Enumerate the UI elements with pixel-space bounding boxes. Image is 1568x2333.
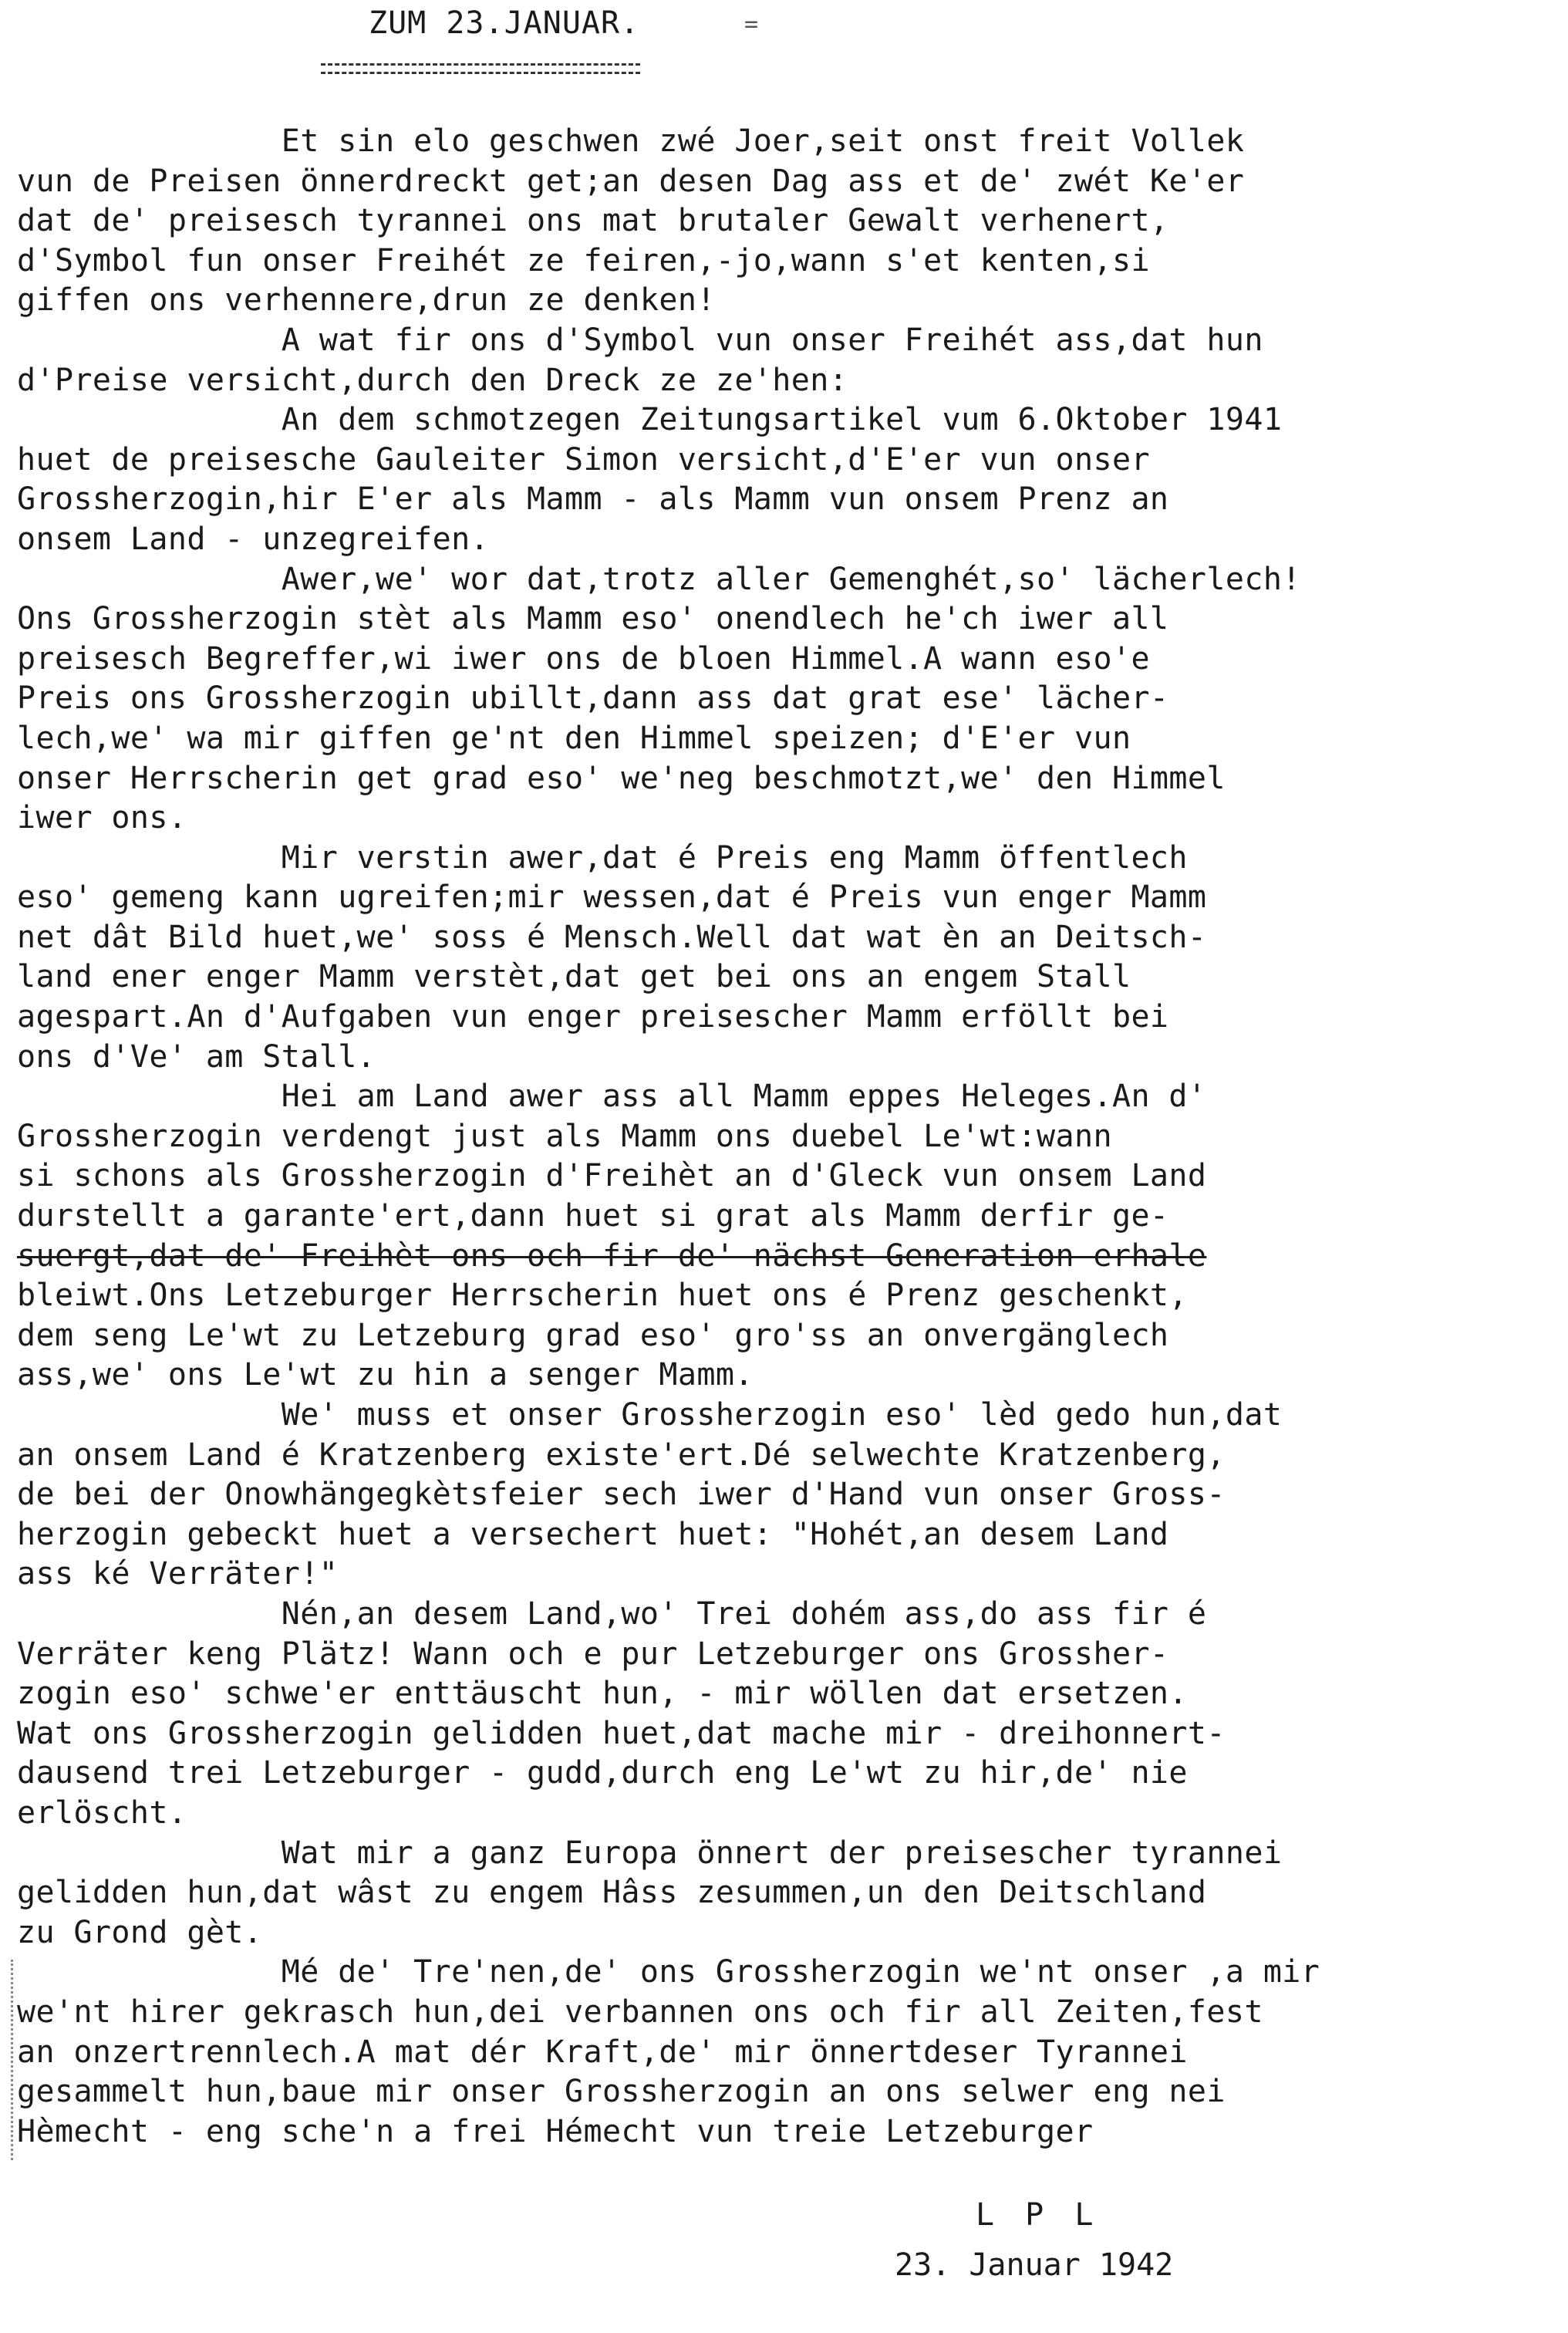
text-line: eso' gemeng kann ugreifen;mir wessen,dat é Preis vun enger Mamm <box>17 880 1207 916</box>
text-line: Preis ons Grossherzogin ubillt,dann ass dat grat ese' lächer- <box>17 680 1169 717</box>
signature-initials: L P L <box>976 2197 1100 2233</box>
text-line: ass ké Verräter!" <box>17 1556 339 1592</box>
text-line: dausend trei Letzeburger - gudd,durch eng Le'wt zu hir,de' nie <box>17 1755 1188 1791</box>
text-line: de bei der Onowhängegkètsfeier sech iwer d'Hand vun onser Gross- <box>17 1477 1226 1513</box>
text-line: zogin eso' schwe'er enttäuscht hun, - mir wöllen dat ersetzen. <box>17 1676 1188 1712</box>
text-line: Hei am Land awer ass all Mamm eppes Heleges.An d' <box>17 1079 1207 1115</box>
text-line: dem seng Le'wt zu Letzeburg grad eso' gro'ss an onvergänglech <box>17 1317 1169 1353</box>
text-line: giffen ons verhennere,drun ze denken! <box>17 282 716 319</box>
text-line: An dem schmotzegen Zeitungsartikel vum 6.Oktober 1941 <box>17 402 1283 438</box>
text-line: bleiwt.Ons Letzeburger Herrscherin huet ons é Prenz geschenkt, <box>17 1278 1188 1314</box>
text-line: Wat mir a ganz Europa önnert der preisescher tyrannei <box>17 1835 1283 1871</box>
text-line: Mé de' Tre'nen,de' ons Grossherzogin we'nt onser ,a mir <box>17 1954 1320 1990</box>
text-line: net dât Bild huet,we' soss é Mensch.Well dat wat èn an Deitsch- <box>17 919 1207 955</box>
text-line: Et sin elo geschwen zwé Joer,seit onst freit Vollek <box>17 123 1245 159</box>
text-line: durstellt a garante'ert,dann huet si grat als Mamm derfir ge- <box>17 1198 1169 1234</box>
text-line: erlöscht. <box>17 1794 187 1831</box>
text-line: we'nt hirer gekrasch hun,dei verbannen ons och fir all Zeiten,fest <box>17 1994 1263 2030</box>
text-line: Verräter keng Plätz! Wann och e pur Letzeburger ons Grossher- <box>17 1636 1169 1672</box>
text-line: zu Grond gèt. <box>17 1914 263 1950</box>
text-line: Wat ons Grossherzogin gelidden huet,dat mache mir - dreihonnert- <box>17 1715 1226 1751</box>
text-line: agespart.An d'Aufgaben vun enger preisescher Mamm erföllt bei <box>17 999 1169 1035</box>
text-line: Ons Grossherzogin stèt als Mamm eso' onendlech he'ch iwer all <box>17 601 1169 637</box>
title-mark: = <box>744 11 759 38</box>
title-underline <box>321 63 640 74</box>
text-line: land ener enger Mamm verstèt,dat get bei ons an engem Stall <box>17 959 1131 995</box>
body-text <box>17 122 1552 2152</box>
text-line: Grossherzogin verdengt just als Mamm ons duebel Le'wt:wann <box>17 1118 1112 1154</box>
text-line: preisesch Begreffer,wi iwer ons de bloen Himmel.A wann eso'e <box>17 640 1150 677</box>
text-line: dat de' preisesch tyrannei ons mat brutaler Gewalt verhenert, <box>17 203 1169 239</box>
text-line: Mir verstin awer,dat é Preis eng Mamm öffentlech <box>17 839 1188 876</box>
text-line: Awer,we' wor dat,trotz aller Gemenghét,so' lächerlech! <box>17 561 1301 597</box>
text-line: We' muss et onser Grossherzogin eso' lèd gedo hun,dat <box>17 1397 1283 1433</box>
text-line: huet de preisesche Gauleiter Simon versicht,d'E'er vun onser <box>17 441 1150 478</box>
signature-date: 23. Januar 1942 <box>895 2247 1174 2283</box>
text-line: Nén,an desem Land,wo' Trei dohém ass,do ass fir é <box>17 1595 1207 1632</box>
text-line: suergt,dat de' Freihèt ons och fir de' nächst Generation erhale <box>17 1237 1207 1274</box>
text-line: gesammelt hun,baue mir onser Grossherzogin an ons selwer eng nei <box>17 2074 1226 2110</box>
text-line: an onsem Land é Kratzenberg existe'ert.Dé selwechte Kratzenberg, <box>17 1437 1226 1473</box>
text-line: lech,we' wa mir giffen ge'nt den Himmel speizen; d'E'er vun <box>17 720 1131 756</box>
text-line: d'Symbol fun onser Freihét ze feiren,-jo,wann s'et kenten,si <box>17 242 1150 279</box>
text-line: ons d'Ve' am Stall. <box>17 1038 376 1075</box>
text-line: d'Preise versicht,durch den Dreck ze ze'hen: <box>17 362 848 398</box>
text-line: gelidden hun,dat wâst zu engem Hâss zesummen,un den Deitschland <box>17 1875 1207 1911</box>
text-line: Grossherzogin,hir E'er als Mamm - als Mamm vun onsem Prenz an <box>17 481 1169 518</box>
text-line: vun de Preisen önnerdreckt get;an desen Dag ass et de' zwét Ke'er <box>17 163 1245 199</box>
margin-mark <box>11 1960 16 2160</box>
text-line: si schons als Grossherzogin d'Freihèt an d'Gleck vun onsem Land <box>17 1158 1207 1194</box>
document-title: ZUM 23.JANUAR. <box>369 5 640 41</box>
text-line: A wat fir ons d'Symbol vun onser Freihét ass,dat hun <box>17 322 1263 358</box>
text-line: Hèmecht - eng sche'n a frei Hémecht vun treie Letzeburger <box>17 2113 1094 2149</box>
text-line: iwer ons. <box>17 800 187 836</box>
text-line: ass,we' ons Le'wt zu hin a senger Mamm. <box>17 1357 754 1393</box>
text-line: an onzertrennlech.A mat dér Kraft,de' mir önnertdeser Tyrannei <box>17 2034 1188 2070</box>
text-line: onsem Land - unzegreifen. <box>17 521 490 557</box>
text-line: herzogin gebeckt huet a versechert huet: "Hohét,an desem Land <box>17 1516 1169 1552</box>
text-line: onser Herrscherin get grad eso' we'neg beschmotzt,we' den Himmel <box>17 760 1226 796</box>
